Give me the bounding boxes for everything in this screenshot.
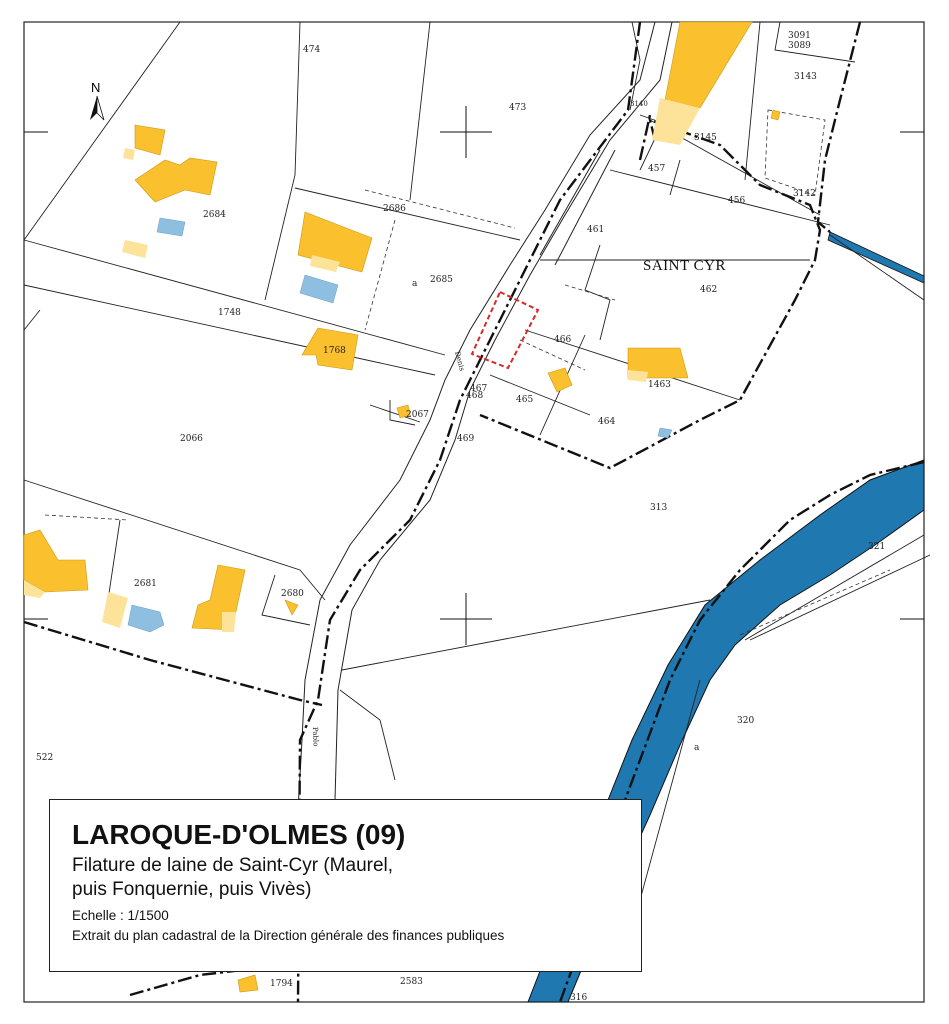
parcel-number: 3143 bbox=[794, 72, 817, 82]
place-name: SAINT CYR bbox=[643, 258, 726, 274]
parcel-number: 316 bbox=[570, 993, 588, 1003]
map-subtitle-line-1: Filature de laine de Saint-Cyr (Maurel, bbox=[72, 855, 394, 876]
parcel-number: 474 bbox=[303, 45, 321, 55]
parcel-number: 464 bbox=[598, 417, 616, 427]
parcel-number: 457 bbox=[648, 164, 666, 174]
parcel-number: 462 bbox=[700, 285, 718, 295]
parcel-letter: a bbox=[412, 279, 418, 289]
parcel-number: 2066 bbox=[180, 434, 203, 444]
map-title: LAROQUE-D'OLMES (09) bbox=[72, 819, 406, 850]
map-subtitle-line-2: puis Fonquernie, puis Vivès) bbox=[72, 879, 312, 900]
parcel-number: 3142 bbox=[793, 189, 816, 199]
parcel-number: 456 bbox=[728, 196, 746, 206]
parcel-number: 473 bbox=[509, 103, 527, 113]
parcel-number: 466 bbox=[554, 335, 572, 345]
parcel-number: 465 bbox=[516, 395, 534, 405]
parcel-number: 2583 bbox=[400, 977, 423, 987]
parcel-number: 468 bbox=[466, 391, 484, 401]
parcel-number: 2685 bbox=[430, 275, 453, 285]
parcel-number: 2681 bbox=[134, 579, 157, 589]
north-label: N bbox=[91, 80, 101, 95]
parcel-letter: a bbox=[694, 743, 700, 753]
parcel-number: 461 bbox=[587, 225, 605, 235]
parcel-number: 1463 bbox=[648, 380, 671, 390]
map-scale: Echelle : 1/1500 bbox=[72, 908, 169, 923]
parcel-number: 469 bbox=[457, 434, 475, 444]
parcel-number: 1794 bbox=[270, 979, 293, 989]
parcel-number: 3145 bbox=[694, 133, 717, 143]
parcel-number: 522 bbox=[36, 753, 54, 763]
parcel-number: 321 bbox=[868, 542, 886, 552]
parcel-number: 320 bbox=[737, 716, 755, 726]
parcel-number: 1768 bbox=[323, 346, 346, 356]
map-source: Extrait du plan cadastral de la Direction générale des finances publiques bbox=[72, 928, 505, 943]
street-label: Pablo bbox=[311, 726, 320, 747]
parcel-number: 467 bbox=[470, 384, 488, 394]
parcel-number: 2067 bbox=[406, 410, 429, 420]
parcel-number: 1748 bbox=[218, 308, 241, 318]
parcel-number: 2684 bbox=[203, 210, 226, 220]
parcel-number: 2680 bbox=[281, 589, 304, 599]
street-label: Denis bbox=[453, 350, 467, 372]
parcel-number: 3140 bbox=[630, 100, 648, 108]
parcel-number: 3091 bbox=[788, 31, 811, 41]
parcel-number: 313 bbox=[650, 503, 668, 513]
parcel-number: 3089 bbox=[788, 41, 811, 51]
map-cartouche bbox=[49, 799, 642, 972]
parcel-number: 2686 bbox=[383, 204, 406, 214]
